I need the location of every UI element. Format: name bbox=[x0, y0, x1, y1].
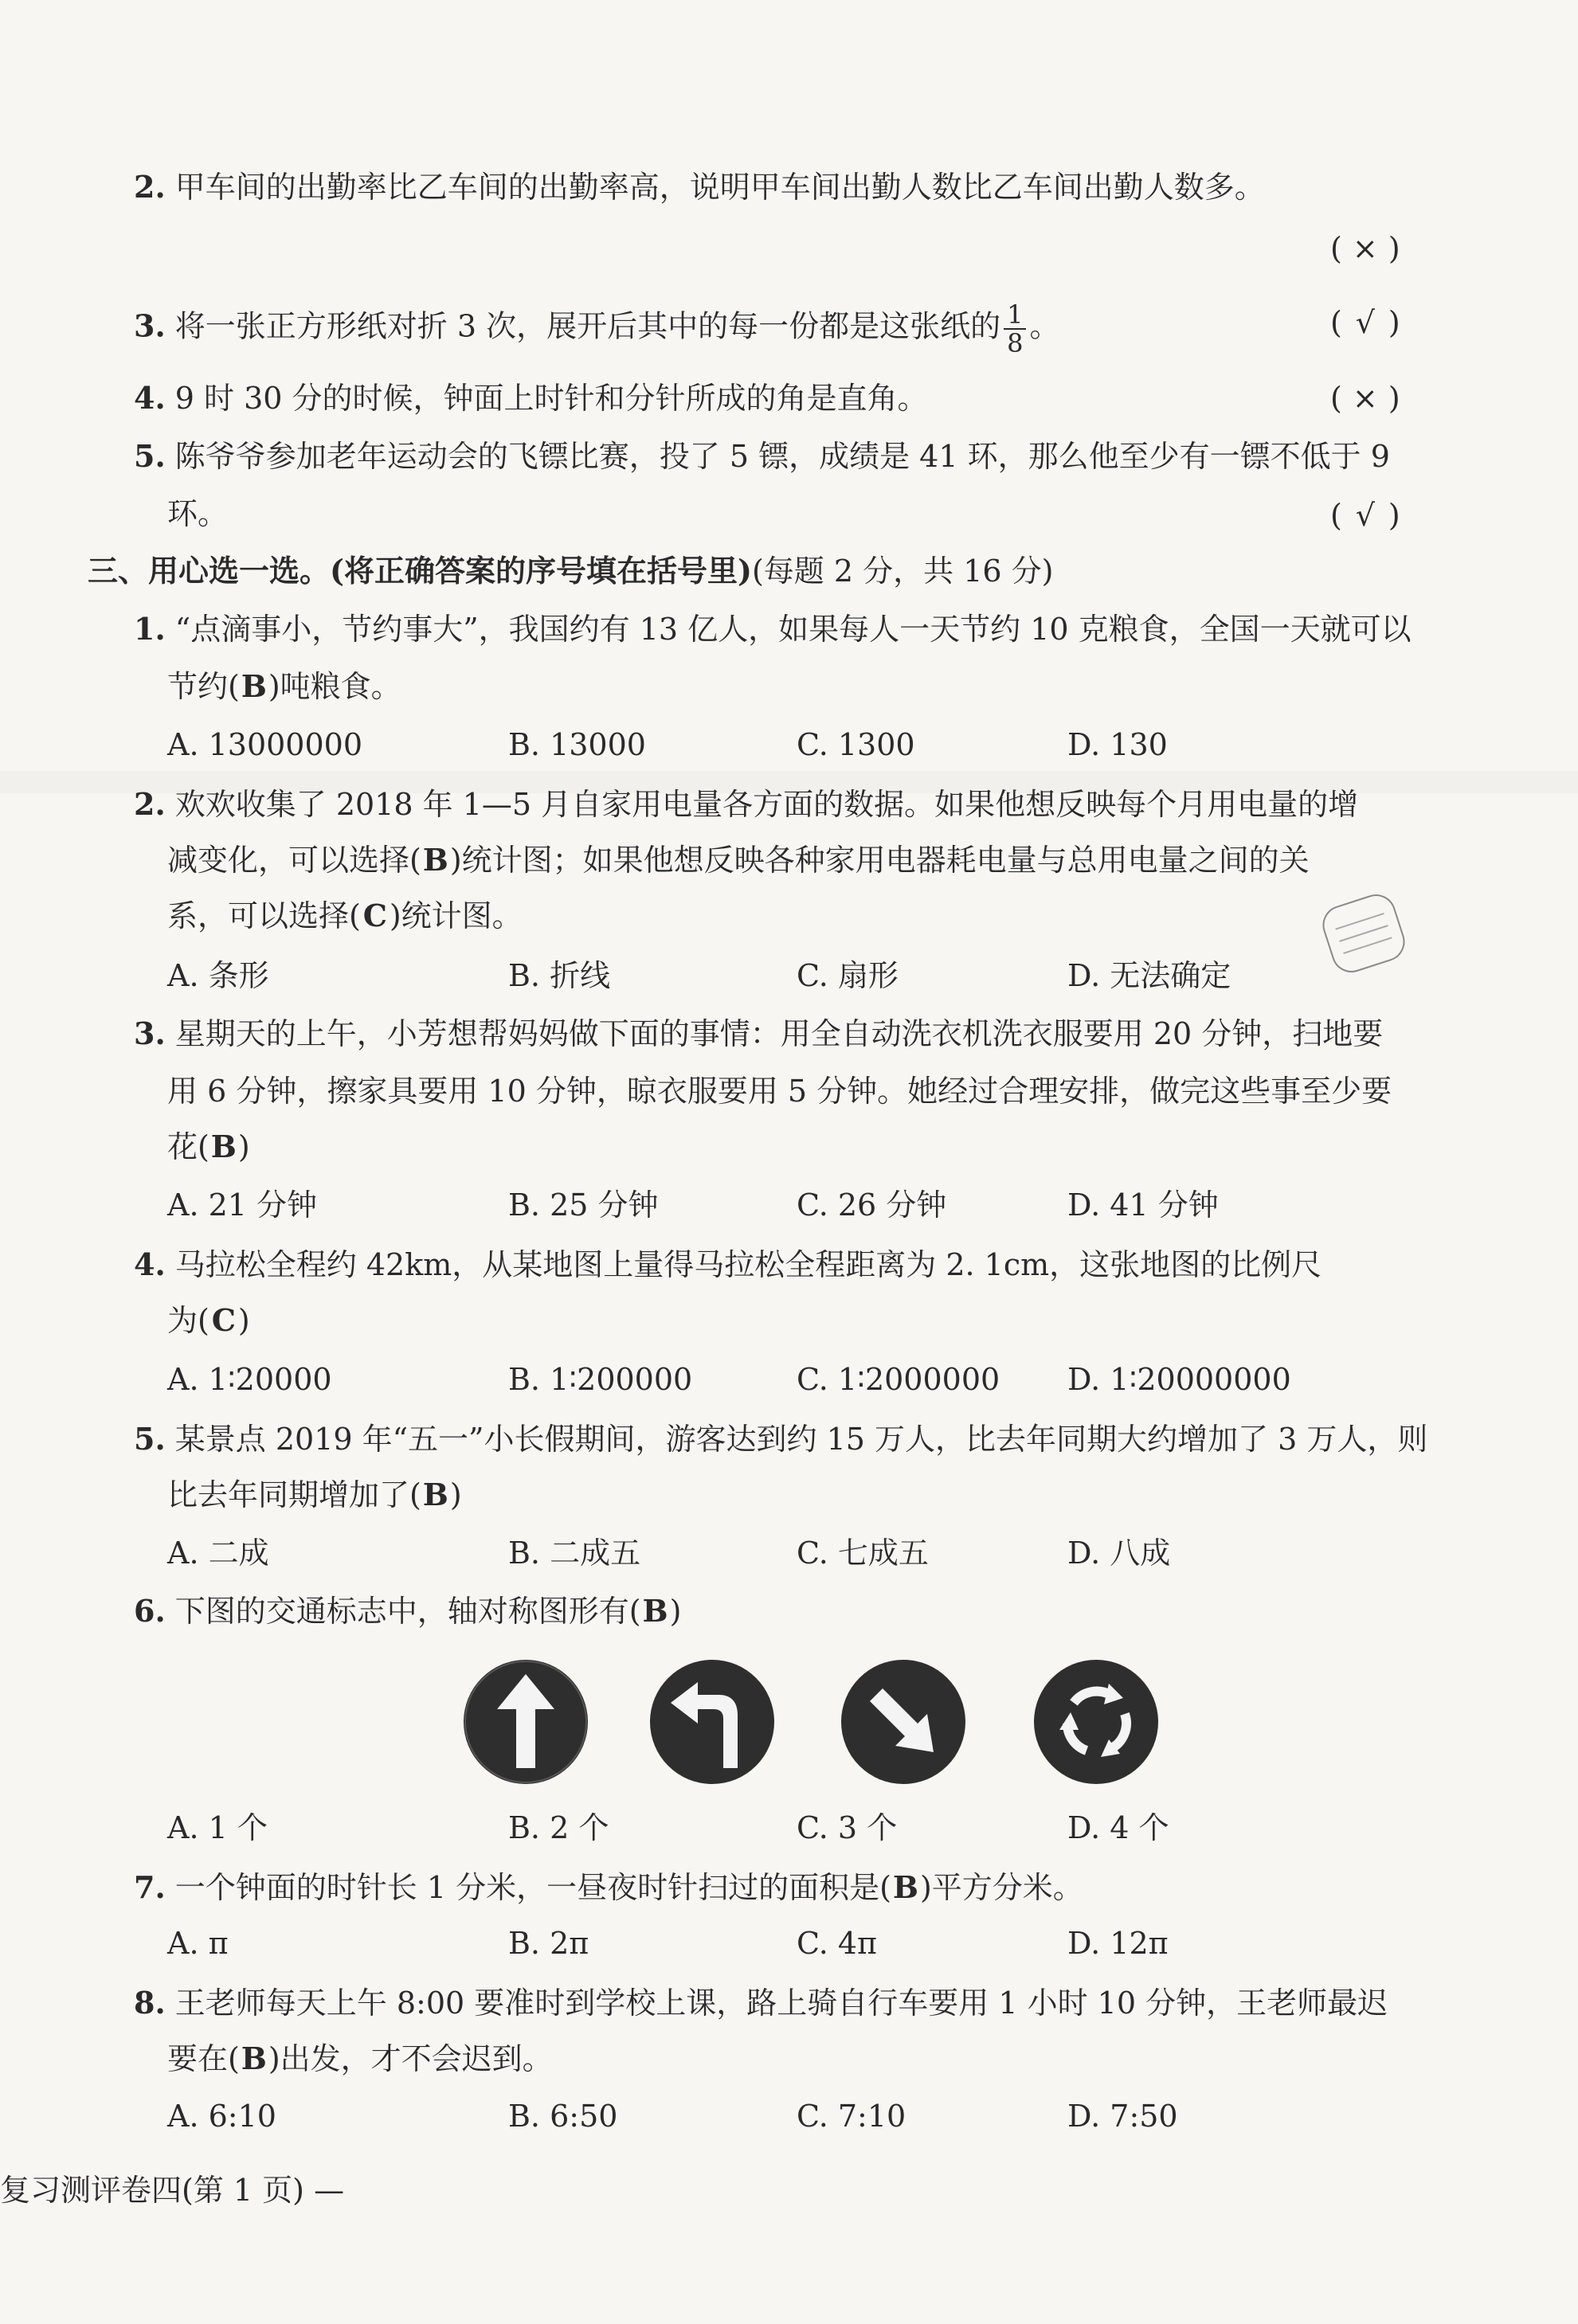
option-q4-a: A. 1∶20000 bbox=[167, 1362, 332, 1397]
option-q7-a: A. π bbox=[167, 1926, 229, 1961]
option-q3-c: C. 26 分钟 bbox=[797, 1187, 947, 1223]
option-q7-c: C. 4π bbox=[797, 1926, 878, 1961]
turn-left-arrow-icon bbox=[647, 1657, 777, 1787]
option-q3-b: B. 25 分钟 bbox=[508, 1187, 659, 1223]
question-2: 2. 欢欢收集了 2018 年 1—5 月自家用电量各方面的数据。如果他想反映每个月用电量的增 bbox=[134, 786, 1359, 822]
question-5-line2: 比去年同期增加了(B) bbox=[167, 1475, 462, 1515]
question-7: 7. 一个钟面的时针长 1 分米，一昼夜时针扫过的面积是(B)平方分米。 bbox=[134, 1868, 1083, 1907]
question-4: 4. 马拉松全程约 42km，从某地图上量得马拉松全程距离为 2. 1cm，这张地图的比例尺 bbox=[134, 1246, 1322, 1282]
question-8: 8. 王老师每天上午 8:00 要准时到学校上课，路上骑自行车要用 1 小时 10 分钟，王老师最迟 bbox=[134, 1985, 1388, 2021]
option-q4-b: B. 1∶200000 bbox=[508, 1362, 693, 1397]
option-q5-c: C. 七成五 bbox=[797, 1536, 929, 1571]
option-q6-c: C. 3 个 bbox=[797, 1810, 898, 1845]
answer-q4: C bbox=[211, 1302, 236, 1338]
option-q4-d: D. 1∶20000000 bbox=[1067, 1362, 1291, 1397]
option-q2-c: C. 扇形 bbox=[797, 958, 899, 993]
question-8-line2: 要在(B)出发，才不会迟到。 bbox=[167, 2039, 553, 2079]
answer-q6: B bbox=[642, 1593, 668, 1629]
option-q5-b: B. 二成五 bbox=[508, 1536, 641, 1571]
judge-answer-2: ( × ) bbox=[1330, 231, 1400, 266]
option-q3-a: A. 21 分钟 bbox=[167, 1187, 318, 1223]
option-q2-b: B. 折线 bbox=[508, 958, 611, 993]
option-q2-d: D. 无法确定 bbox=[1067, 958, 1231, 993]
grading-stamp bbox=[1316, 890, 1412, 976]
answer-q2-1: B bbox=[422, 842, 448, 878]
page-footer: 复习测评卷四(第 1 页) — bbox=[0, 2173, 345, 2208]
fraction: $\frac{1}{8}$ bbox=[1004, 301, 1026, 357]
option-q8-b: B. 6:50 bbox=[508, 2099, 618, 2134]
roundabout-icon bbox=[1031, 1657, 1161, 1787]
answer-q1: B bbox=[241, 668, 267, 704]
option-q6-b: B. 2 个 bbox=[508, 1810, 609, 1845]
option-q1-a: A. 13000000 bbox=[167, 727, 363, 762]
judge-item-3: 3. 将一张正方形纸对折 3 次，展开后其中的每一份都是这张纸的 $\frac{1}{8}$ 。 bbox=[134, 299, 1060, 358]
answer-q5: B bbox=[422, 1477, 448, 1512]
question-2-line3: 系，可以选择(C)统计图。 bbox=[167, 896, 523, 936]
option-q5-a: A. 二成 bbox=[167, 1536, 269, 1571]
judge-item-4: 4. 9 时 30 分的时候，钟面上时针和分针所成的角是直角。 bbox=[134, 380, 928, 416]
question-2-line2: 减变化，可以选择(B)统计图；如果他想反映各种家用电器耗电量与总用电量之间的关 bbox=[167, 840, 1310, 880]
judge-item-5: 5. 陈爷爷参加老年运动会的飞镖比赛，投了 5 镖，成绩是 41 环，那么他至少有一镖不低于 9 bbox=[134, 438, 1390, 474]
question-3-line3: 花(B) bbox=[167, 1127, 250, 1167]
answer-q3: B bbox=[210, 1129, 237, 1164]
question-4-line2: 为(C) bbox=[167, 1301, 250, 1340]
option-q6-d: D. 4 个 bbox=[1067, 1810, 1169, 1845]
answer-q2-2: C bbox=[362, 898, 387, 933]
option-q1-c: C. 1300 bbox=[797, 727, 915, 762]
option-q5-d: D. 八成 bbox=[1067, 1536, 1171, 1571]
judge-answer-3: ( √ ) bbox=[1330, 305, 1400, 340]
question-1-line2: 节约(B)吨粮食。 bbox=[167, 667, 401, 706]
option-q7-d: D. 12π bbox=[1067, 1926, 1169, 1961]
diagonal-arrow-icon bbox=[838, 1657, 969, 1787]
option-q6-a: A. 1 个 bbox=[167, 1810, 268, 1845]
option-q1-b: B. 13000 bbox=[508, 727, 646, 762]
question-5: 5. 某景点 2019 年“五一”小长假期间，游客达到约 15 万人，比去年同期大约增加了 3 万人，则 bbox=[134, 1421, 1428, 1457]
option-q4-c: C. 1∶2000000 bbox=[797, 1362, 1000, 1397]
option-q8-c: C. 7:10 bbox=[797, 2099, 906, 2134]
question-6: 6. 下图的交通标志中，轴对称图形有(B) bbox=[134, 1591, 681, 1631]
straight-arrow-icon bbox=[460, 1657, 591, 1787]
option-q3-d: D. 41 分钟 bbox=[1067, 1187, 1219, 1223]
answer-q7: B bbox=[892, 1869, 918, 1905]
option-q8-a: A. 6:10 bbox=[167, 2099, 276, 2134]
judge-item-5-line2: 环。 bbox=[167, 496, 229, 531]
option-q7-b: B. 2π bbox=[508, 1926, 589, 1961]
section-title: 三、用心选一选。(将正确答案的序号填在括号里)(每题 2 分，共 16 分) bbox=[88, 553, 1054, 589]
question-1: 1. “点滴事小，节约事大”，我国约有 13 亿人，如果每人一天节约 10 克粮食，全国一天就可以 bbox=[134, 611, 1412, 647]
judge-answer-4: ( × ) bbox=[1330, 381, 1400, 416]
question-3-line2: 用 6 分钟，擦家具要用 10 分钟，晾衣服要用 5 分钟。她经过合理安排，做完这些事至少要 bbox=[167, 1074, 1392, 1109]
question-3: 3. 星期天的上午，小芳想帮妈妈做下面的事情：用全自动洗衣机洗衣服要用 20 分钟，扫地要 bbox=[134, 1015, 1384, 1051]
answer-q8: B bbox=[241, 2040, 267, 2076]
option-q8-d: D. 7:50 bbox=[1067, 2099, 1178, 2134]
option-q1-d: D. 130 bbox=[1067, 727, 1168, 762]
judge-item-2: 2. 甲车间的出勤率比乙车间的出勤率高，说明甲车间出勤人数比乙车间出勤人数多。 bbox=[134, 169, 1265, 205]
judge-answer-5: ( √ ) bbox=[1330, 498, 1400, 533]
option-q2-a: A. 条形 bbox=[167, 958, 269, 993]
